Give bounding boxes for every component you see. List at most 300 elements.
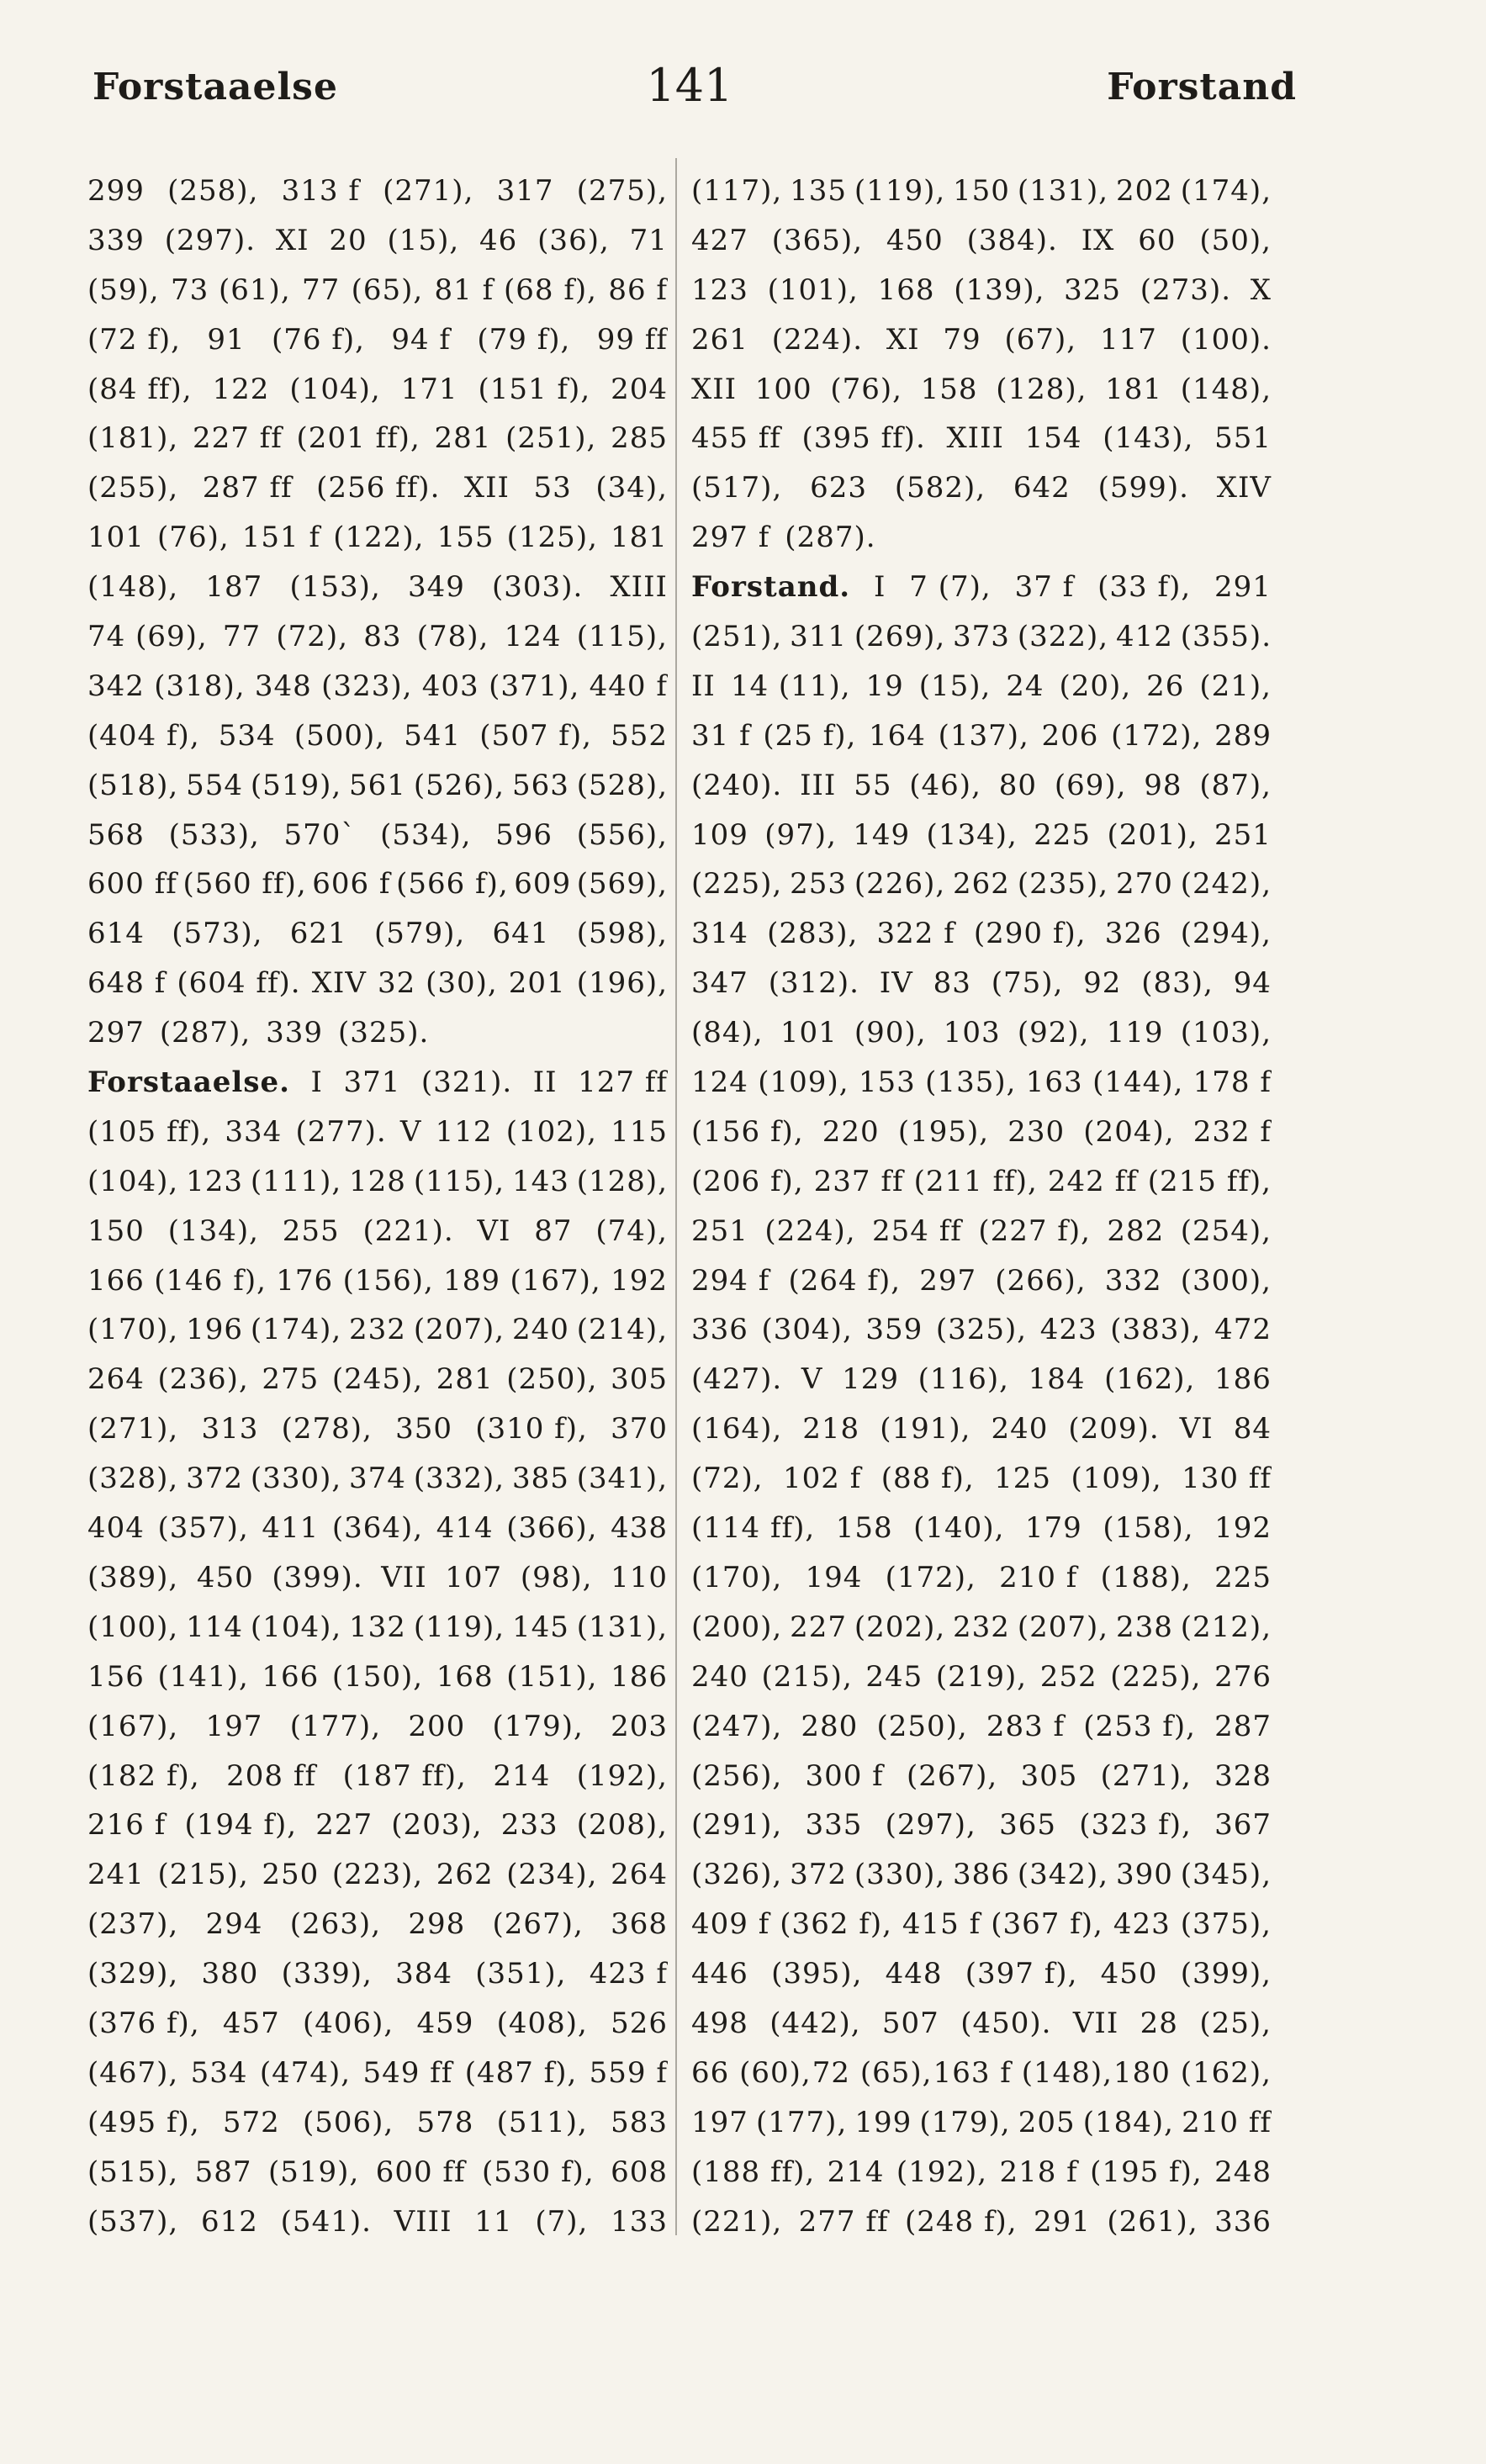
index-token: (116), — [918, 1362, 1009, 1397]
index-token: 135 — [790, 174, 848, 208]
index-token: 498 — [691, 2006, 748, 2040]
index-token: (275), — [576, 174, 668, 208]
index-token: (273). — [1140, 272, 1232, 307]
index-token: (234), — [506, 1858, 598, 1892]
index-token: (104), — [87, 1164, 179, 1198]
index-token: (250), — [506, 1362, 598, 1397]
index-token: (84 ff), — [87, 372, 193, 406]
index-token: (341), — [576, 1462, 668, 1496]
index-token: (330), — [250, 1462, 342, 1496]
index-token: (122), — [333, 521, 425, 555]
index-token: 423 — [1113, 1907, 1171, 1942]
index-token: VII — [1072, 2006, 1119, 2040]
index-token: (251), — [505, 421, 597, 456]
index-token: 31 f — [691, 718, 751, 753]
index-token: 201 — [508, 966, 566, 1001]
index-token: 252 — [1039, 1659, 1097, 1694]
index-token: 457 — [222, 2006, 280, 2040]
index-line — [691, 1404, 1272, 1454]
index-token: (261), — [1107, 2204, 1198, 2239]
index-token: (76), — [830, 372, 902, 406]
index-token: 214 — [827, 2155, 885, 2189]
index-token: (269), — [854, 620, 946, 654]
index-token: 264 — [87, 1362, 145, 1397]
index-token: 472 — [1214, 1313, 1272, 1347]
index-token: 641 — [492, 917, 550, 951]
index-token: (376 f), — [87, 2006, 200, 2040]
index-token: (184), — [1082, 2105, 1174, 2139]
index-token: (256 ff). — [316, 471, 441, 505]
index-token: (364), — [331, 1511, 424, 1546]
index-token: 448 — [885, 1957, 943, 1991]
index-token: 83 — [933, 966, 971, 1001]
index-token: (297). — [164, 223, 256, 257]
index-line — [691, 513, 1272, 563]
index-token: 210 f — [999, 1560, 1078, 1594]
index-token: 276 — [1214, 1659, 1272, 1694]
index-line — [87, 1850, 668, 1900]
index-line — [87, 463, 668, 513]
index-token: 450 — [1100, 1957, 1158, 1991]
index-line — [691, 1305, 1272, 1355]
index-token: (195 f), — [1090, 2155, 1203, 2189]
index-token: 32 (30), — [378, 966, 498, 1001]
index-token: 179 — [1024, 1511, 1082, 1546]
index-token: (191), — [880, 1412, 971, 1446]
index-token: 123 — [186, 1164, 244, 1198]
index-token: (202), — [854, 1610, 946, 1644]
index-token: 102 f — [783, 1462, 862, 1496]
index-token: (321). — [420, 1065, 513, 1100]
index-token: (174), — [1180, 174, 1272, 208]
index-token: 176 — [276, 1263, 334, 1298]
index-token: (131), — [1017, 174, 1109, 208]
index-line — [87, 2098, 668, 2148]
index-token: 264 — [611, 1858, 668, 1892]
index-token: 240 — [991, 1412, 1049, 1446]
index-token: 314 — [691, 917, 748, 951]
index-token: (100), — [87, 1610, 179, 1644]
index-token: 281 — [434, 421, 492, 456]
index-token: 423 — [1039, 1313, 1097, 1347]
index-token: 163 — [1025, 1065, 1083, 1100]
index-line — [691, 711, 1272, 761]
index-token: (72), — [691, 1462, 764, 1496]
index-token: 156 — [87, 1659, 145, 1694]
index-token: 299 — [87, 174, 145, 208]
index-line — [87, 1355, 668, 1404]
index-token: (287), — [159, 1016, 251, 1050]
index-token: (515), — [87, 2155, 179, 2189]
index-token: (182 f), — [87, 1758, 200, 1793]
index-token: 311 — [790, 620, 848, 654]
index-token: (103), — [1180, 1016, 1272, 1050]
index-token: 103 — [943, 1016, 1001, 1050]
index-token: 205 — [1018, 2105, 1076, 2139]
index-token: (84), — [691, 1016, 764, 1050]
index-token: XIV — [1216, 471, 1272, 505]
index-token: (83), — [1141, 966, 1214, 1001]
index-token: 298 — [408, 1907, 466, 1942]
index-token: 73 (61), — [170, 272, 291, 307]
index-line — [691, 2197, 1272, 2247]
index-line — [87, 1900, 668, 1949]
index-token: (117), — [691, 174, 783, 208]
index-token: 186 — [611, 1659, 668, 1694]
index-token: 412 — [1115, 620, 1173, 654]
index-token: 415 f — [902, 1907, 981, 1942]
index-token: (251), — [691, 620, 783, 654]
index-token: 101 — [87, 521, 145, 555]
index-token: 86 f — [608, 272, 668, 307]
index-token: 237 ff — [813, 1164, 904, 1198]
index-token: (604 ff). — [177, 966, 301, 1001]
index-token: (115), — [413, 1164, 505, 1198]
index-token: 551 — [1214, 421, 1272, 456]
index-token: 262 — [953, 867, 1010, 902]
index-token: 197 — [205, 1709, 263, 1743]
index-token: 181 — [1105, 372, 1163, 406]
index-token: (339), — [281, 1957, 373, 1991]
index-line — [691, 1108, 1272, 1157]
index-token: 305 — [1020, 1758, 1078, 1793]
index-token: (88 f), — [880, 1462, 975, 1496]
index-token: 409 f — [691, 1907, 770, 1942]
index-token: 372 — [186, 1462, 244, 1496]
index-token: 373 — [953, 620, 1010, 654]
index-token: (404 f), — [87, 718, 200, 753]
index-line — [87, 1752, 668, 1801]
index-token: (196), — [576, 966, 668, 1001]
index-token: 600 ff — [375, 2155, 466, 2189]
index-token: 117 — [1099, 322, 1157, 357]
index-token: 194 — [805, 1560, 863, 1594]
index-token: 251 — [691, 1213, 748, 1248]
index-token: (283), — [767, 917, 859, 951]
index-line — [87, 761, 668, 811]
index-token: 166 — [87, 1263, 145, 1298]
index-token: (215), — [761, 1659, 853, 1694]
index-token: 250 — [262, 1858, 320, 1892]
index-token: (151 f), — [478, 372, 591, 406]
index-line — [691, 1652, 1272, 1702]
index-token: (467), — [87, 2055, 179, 2090]
index-token: (74), — [595, 1213, 668, 1248]
index-token: (245), — [331, 1362, 424, 1397]
index-line — [87, 315, 668, 365]
index-token: VII — [381, 1560, 427, 1594]
index-line — [87, 1603, 668, 1652]
index-token: 313 — [201, 1412, 259, 1446]
index-line — [691, 811, 1272, 860]
index-token: (277). — [295, 1114, 387, 1149]
index-token: (582), — [894, 471, 986, 505]
index-token: (303). — [492, 570, 584, 605]
index-token: 91 — [207, 322, 246, 357]
index-line — [691, 414, 1272, 463]
index-token: 151 f — [241, 521, 321, 555]
index-token: 446 — [691, 1957, 748, 1991]
index-token: 648 f — [87, 966, 167, 1001]
index-token: (207), — [413, 1313, 505, 1347]
index-token: 455 ff — [691, 421, 781, 456]
index-token: (290 f), — [973, 917, 1087, 951]
left-column — [87, 167, 668, 2246]
index-token: (294), — [1180, 917, 1272, 951]
index-token: 348 — [254, 669, 312, 703]
index-token: (235), — [1017, 867, 1109, 902]
index-token: (223), — [331, 1858, 424, 1892]
index-token: (236), — [157, 1362, 249, 1397]
index-line — [691, 167, 1272, 216]
index-token: 66 (60), — [691, 2055, 812, 2090]
index-token: 262 — [436, 1858, 494, 1892]
index-token: (383), — [1110, 1313, 1202, 1347]
index-token: (90), — [854, 1016, 927, 1050]
index-token: (104), — [250, 1610, 342, 1644]
index-token: (248 f), — [904, 2204, 1018, 2239]
index-line — [87, 811, 668, 860]
index-line — [691, 2049, 1272, 2098]
index-token: (221). — [362, 1213, 454, 1248]
index-token: (332), — [413, 1462, 505, 1496]
index-token: (203), — [391, 1808, 483, 1843]
index-token: 261 — [691, 322, 748, 357]
index-token: (215), — [157, 1858, 249, 1892]
index-token: (389), — [87, 1560, 179, 1594]
index-token: 202 — [1115, 174, 1173, 208]
index-token: 459 — [416, 2006, 474, 2040]
index-line — [87, 414, 668, 463]
page-number: 141 — [646, 59, 733, 112]
index-token: 94 — [1233, 966, 1272, 1001]
index-token: 84 — [1233, 1412, 1272, 1446]
index-token: (194 f), — [184, 1808, 298, 1843]
index-line — [691, 315, 1272, 365]
index-line — [87, 662, 668, 711]
index-token: (207), — [1017, 1610, 1109, 1644]
index-token: 28 — [1140, 2006, 1178, 2040]
index-token: 197 — [691, 2105, 748, 2139]
index-token: (167), — [87, 1709, 179, 1743]
index-token: 204 — [611, 372, 668, 406]
index-line — [691, 1800, 1272, 1850]
index-token: (357), — [157, 1511, 249, 1546]
index-token: 124 — [504, 620, 562, 654]
index-line — [87, 513, 668, 563]
index-token: 554 — [186, 768, 244, 802]
index-token: (92), — [1017, 1016, 1090, 1050]
index-token: (192), — [896, 2155, 988, 2189]
index-token: 77 — [222, 620, 262, 654]
index-token: 114 — [186, 1610, 244, 1644]
index-token: 218 f — [999, 2155, 1078, 2189]
index-token: 19 — [865, 669, 904, 703]
index-token: 26 — [1146, 669, 1185, 703]
index-token: (355). — [1180, 620, 1272, 654]
index-token: XIII — [610, 570, 668, 605]
index-token: 240 — [511, 1313, 569, 1347]
index-token: 552 — [611, 718, 668, 753]
index-token: (326), — [691, 1858, 783, 1892]
index-token: 568 — [87, 817, 145, 852]
index-token: (264 f), — [788, 1263, 902, 1298]
index-token: 143 — [511, 1164, 569, 1198]
index-line — [87, 1157, 668, 1207]
index-token: VI — [477, 1213, 511, 1248]
index-token: 178 f — [1193, 1065, 1272, 1100]
index-token: (442), — [769, 2006, 861, 2040]
index-token: (362 f), — [780, 1907, 892, 1942]
index-line — [691, 1553, 1272, 1603]
index-token: 339 — [87, 223, 145, 257]
index-line — [87, 959, 668, 1008]
index-line — [87, 909, 668, 959]
index-token: (162), — [1104, 1362, 1196, 1397]
index-token: 192 — [1214, 1511, 1272, 1546]
index-line — [87, 1404, 668, 1454]
index-line — [87, 1702, 668, 1752]
index-token: 450 — [886, 223, 944, 257]
index-token: (328), — [87, 1462, 179, 1496]
index-token: (427). — [691, 1362, 783, 1397]
index-token: (534), — [380, 817, 472, 852]
index-token: (153), — [289, 570, 381, 605]
index-token: 81 f (68 f), — [434, 272, 597, 307]
index-token: 414 — [436, 1511, 494, 1546]
index-token: (266), — [995, 1263, 1087, 1298]
index-token: (87), — [1199, 768, 1272, 802]
index-token: XI — [886, 322, 920, 357]
index-token: (247), — [691, 1709, 783, 1743]
index-token: 534 — [218, 718, 276, 753]
index-token: 158 — [920, 372, 978, 406]
index-token: 225 — [1034, 817, 1092, 852]
index-token: (141), — [157, 1659, 249, 1694]
index-token: (195), — [897, 1114, 990, 1149]
index-token: (599). — [1097, 471, 1189, 505]
index-line — [691, 1752, 1272, 1801]
index-token: 245 — [865, 1659, 923, 1694]
index-token: (517), — [691, 471, 783, 505]
index-token: 99 ff — [596, 322, 668, 357]
index-token: 153 — [858, 1065, 916, 1100]
index-token: II — [691, 669, 716, 703]
index-token: 386 — [953, 1858, 1010, 1892]
index-token: 80 — [998, 768, 1037, 802]
index-token: (148), — [87, 570, 179, 605]
index-token: (170), — [691, 1560, 783, 1594]
index-line — [87, 1553, 668, 1603]
index-token: 238 — [1115, 1610, 1173, 1644]
index-token: XI — [275, 223, 309, 257]
index-token: (201), — [1107, 817, 1198, 852]
index-token: (237), — [87, 1907, 179, 1942]
index-token: (158), — [1103, 1511, 1194, 1546]
index-line — [691, 1157, 1272, 1207]
index-token: (384). — [966, 223, 1058, 257]
index-token: (323), — [321, 669, 413, 703]
index-token: (300), — [1180, 1263, 1272, 1298]
index-token: 623 — [810, 471, 867, 505]
index-token: 220 — [822, 1114, 880, 1149]
index-token: 609 — [514, 867, 572, 902]
index-token: (25 f), — [763, 718, 857, 753]
index-token: 154 — [1024, 421, 1082, 456]
index-token: (224). — [771, 322, 863, 357]
index-token: 227 — [315, 1808, 373, 1843]
index-token: (240). — [691, 768, 783, 802]
index-token: (109), — [758, 1065, 849, 1100]
index-token: 294 — [205, 1907, 263, 1942]
index-line — [691, 612, 1272, 662]
index-token: (325), — [935, 1313, 1028, 1347]
index-line — [87, 2148, 668, 2197]
index-token: 313 f — [281, 174, 360, 208]
index-token: 332 — [1104, 1263, 1162, 1298]
index-line — [87, 563, 668, 612]
index-token: 77 — [301, 272, 341, 307]
index-token: (342), — [1017, 1858, 1109, 1892]
index-token: 600 ff — [87, 867, 177, 902]
index-token: 203 — [611, 1709, 668, 1743]
index-line — [691, 365, 1272, 415]
index-token: XII — [463, 471, 510, 505]
index-token: 129 — [842, 1362, 900, 1397]
index-line — [691, 1207, 1272, 1256]
index-token: 196 — [186, 1313, 244, 1347]
index-token: 390 — [1115, 1858, 1173, 1892]
index-token: (15), — [387, 223, 460, 257]
index-token: 150 — [953, 174, 1010, 208]
index-token: 171 — [400, 372, 458, 406]
index-token: 440 f — [589, 669, 668, 703]
index-token: 294 f — [691, 1263, 770, 1298]
index-token: (104), — [289, 372, 381, 406]
index-token: (528), — [576, 768, 668, 802]
index-token: (188 ff), — [691, 2155, 816, 2189]
index-line — [691, 2098, 1272, 2148]
index-token: 192 — [611, 1263, 668, 1298]
index-token: (109), — [1071, 1462, 1162, 1496]
index-token: 374 — [349, 1462, 406, 1496]
index-token: 291 — [1034, 2204, 1091, 2239]
index-token: (164), — [691, 1412, 783, 1446]
index-token: 297 — [919, 1263, 977, 1298]
index-token: 385 — [511, 1462, 569, 1496]
index-token: (345), — [1180, 1858, 1272, 1892]
index-token: 124 — [691, 1065, 748, 1100]
index-token: (204), — [1083, 1114, 1175, 1149]
index-line — [691, 1999, 1272, 2049]
index-token: 380 — [201, 1957, 259, 1991]
index-token: (566 f), — [396, 867, 509, 902]
index-token: 232 — [349, 1313, 406, 1347]
index-token: 359 — [865, 1313, 923, 1347]
index-token: (200), — [691, 1610, 783, 1644]
entry-headword: Forstaaelse. — [87, 1065, 290, 1100]
page-header — [93, 54, 1297, 121]
index-token: (312). — [768, 966, 859, 1001]
index-token: (211 ff), — [913, 1164, 1038, 1198]
index-token: 94 f — [391, 322, 451, 357]
index-token: (151), — [506, 1659, 598, 1694]
index-token: 233 — [500, 1808, 558, 1843]
index-token: 285 — [611, 421, 668, 456]
index-token: (366), — [506, 1511, 598, 1546]
index-line — [87, 1256, 668, 1306]
index-token: 253 — [790, 867, 848, 902]
